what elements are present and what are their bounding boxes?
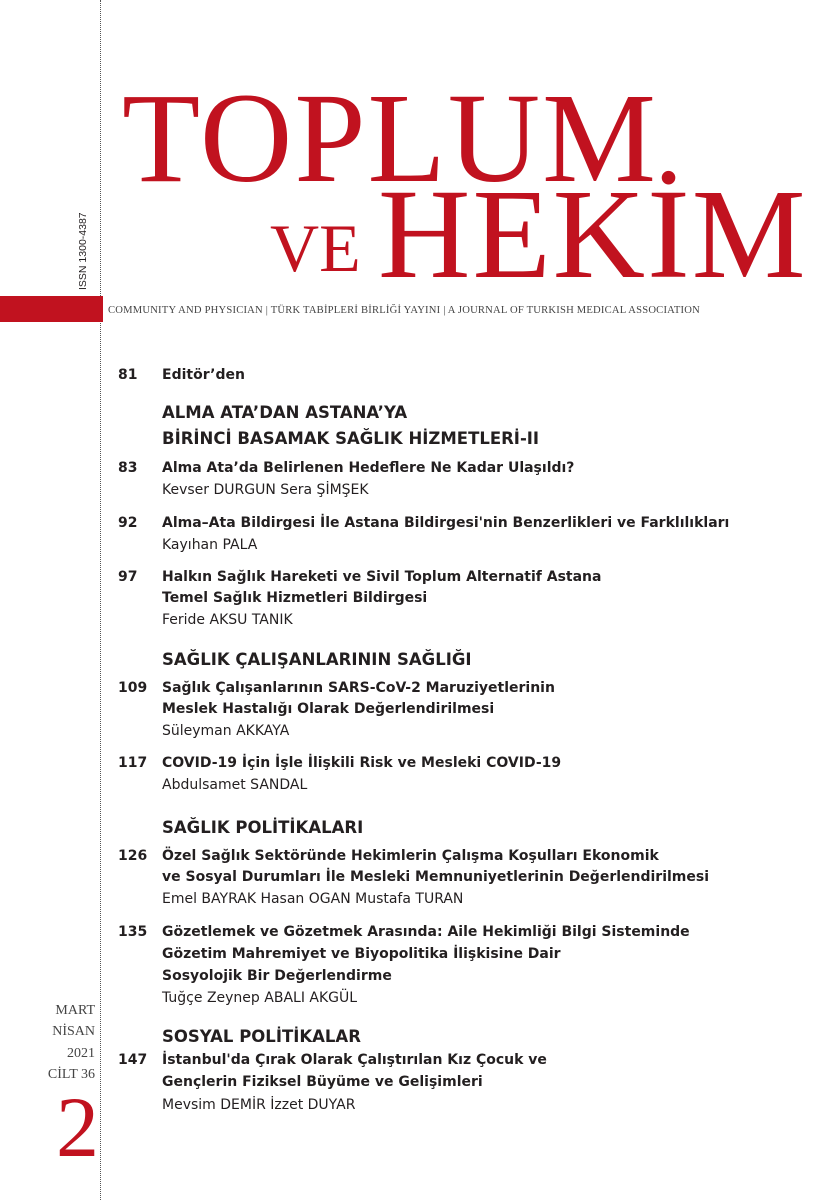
toc-article-title: Halkın Sağlık Hareketi ve Sivil Toplum Alternatif Astana [162,569,602,585]
toc-page-number: 109 [118,680,148,696]
issue-volume: CİLT 36 [47,1067,95,1082]
toc-article-authors: Emel BAYRAK Hasan OGAN Mustafa TURAN [162,891,464,907]
toc-page-number: 135 [118,924,148,940]
toc-article-title: Özel Sağlık Sektöründe Hekimlerin Çalışma Koşulları Ekonomik [162,848,659,864]
toc-article-title: ve Sosyal Durumları İle Mesleki Memnuniyetlerinin Değerlendirilmesi [162,869,710,885]
masthead-title-ve: VE [270,210,361,286]
margin-dotted-line [100,0,101,1200]
issue-year: 2021 [67,1046,95,1061]
toc-article-title: COVID-19 İçin İşle İlişkili Risk ve Mesleki COVID-19 [162,755,562,771]
toc-article-title: Meslek Hastalığı Olarak Değerlendirilmesi [162,701,495,717]
toc-article-authors: Tuğçe Zeynep ABALI AKGÜL [162,990,358,1006]
toc-editorial-title: Editör’den [162,367,245,383]
masthead-subtitle: COMMUNITY AND PHYSICIAN | TÜRK TABİPLERİ BİRLİĞİ YAYINI | A JOURNAL OF TURKISH MEDICAL ASSOCIATION [108,305,700,316]
toc-article-authors: Mevsim DEMİR İzzet DUYAR [162,1097,356,1113]
toc-page-number: 147 [118,1052,148,1068]
section-heading: SOSYAL POLİTİKALAR [162,1027,361,1046]
toc-page-number: 117 [118,755,148,771]
red-accent-bar [0,296,103,322]
toc-article-authors: Abdulsamet SANDAL [162,777,308,793]
toc-article-authors: Kayıhan PALA [162,537,258,553]
toc-page-number: 92 [118,515,138,531]
toc-article-title: Alma Ata’da Belirlenen Hedeflere Ne Kadar Ulaşıldı? [162,460,575,476]
issue-month-1: MART [55,1003,95,1018]
toc-article-title: Sağlık Çalışanlarının SARS-CoV-2 Maruziyetlerinin [162,680,555,696]
masthead-title-toplum: TOPLUM [122,67,658,209]
toc-page-number: 126 [118,848,148,864]
toc-article-authors: Feride AKSU TANIK [162,612,293,628]
section-heading: BİRİNCİ BASAMAK SAĞLIK HİZMETLERİ-II [162,429,540,448]
toc-article-authors: Süleyman AKKAYA [162,723,290,739]
section-heading: SAĞLIK ÇALIŞANLARININ SAĞLIĞI [162,650,472,669]
issn-number: ISSN 1300-4387 [77,212,89,290]
toc-page-number: 97 [118,569,138,585]
toc-article-title: Gözetlemek ve Gözetmek Arasında: Aile Hekimliği Bilgi Sisteminde [162,924,690,940]
issue-month-2: NİSAN [52,1024,95,1039]
toc-article-title: Alma–Ata Bildirgesi İle Astana Bildirgesi'nin Benzerlikleri ve Farklılıkları [162,515,730,531]
toc-page-number: 81 [118,367,138,383]
toc-article-title: Temel Sağlık Hizmetleri Bildirgesi [162,590,428,606]
toc-article-title: Sosyolojik Bir Değerlendirme [162,968,392,984]
toc-article-authors: Kevser DURGUN Sera ŞİMŞEK [162,482,369,498]
toc-article-title: İstanbul'da Çırak Olarak Çalıştırılan Kız Çocuk ve [162,1052,547,1068]
masthead-title-hekim: HEKİM [378,163,808,305]
toc-article-title: Gençlerin Fiziksel Büyüme ve Gelişimleri [162,1074,483,1090]
section-heading: ALMA ATA’DAN ASTANA’YA [162,403,408,422]
toc-article-title: Gözetim Mahremiyet ve Biyopolitika İlişkisine Dair [162,946,561,962]
issue-number: 2 [56,1079,99,1175]
toc-page-number: 83 [118,460,138,476]
section-heading: SAĞLIK POLİTİKALARI [162,818,364,837]
